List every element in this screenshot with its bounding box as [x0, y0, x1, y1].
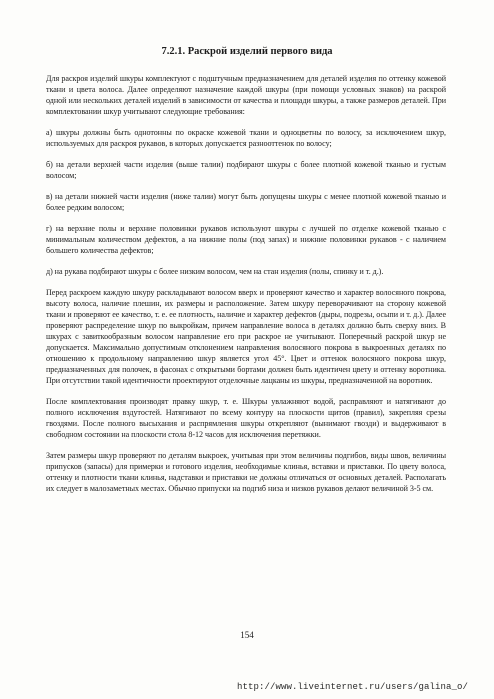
paragraph-straightening: После комплектования производят правку шкур, т. е. Шкуры увлажняют водой, расправляют и натягивают до полного исключения вздутостей. Натягивают по всему контуру на плоскости щитов (правил), закрепляя срезы гвоздями. После полного высыхания и распрямления шкуры открепляют (вынимают гвозди) и выдерживают в свободном состоянии на плоскости стола 8-12 часов для исключения перетяжки.	[46, 397, 446, 439]
paragraph-requirement-d: д) на рукава подбирают шкуры с более низким волосом, чем на стан изделия (полы, спинку и т. д.).	[46, 267, 384, 276]
paragraph-requirement-v: в) на детали нижней части изделия (ниже талии) могут быть допущены шкуры с менее плотной кожевой тканью и более редким волосом;	[46, 192, 446, 212]
paragraph-inspection: Перед раскроем каждую шкуру раскладывают волосом вверх и проверяют качество и характер волосяного покрова, высоту волоса, наличие плешин, их размеры и расположение. Затем шкуру переворачивают на сторону кожевой ткани и проверяют ее качество, т. е. ее плотность, наличие и характер дефектов (дыры, подрезы, осыпи и т. д.). Далее проверяют распределение шкур по выкройкам, причем направление волоса в деталях должно быть сверху вниз. В шкурах с завиткообразным волосом направление его при раскрое не учитывают. Поперечный раскрой шкур не допускается. Максимально допустимым отклонением направления волосяного покрова в выкроенных деталях по отношению к продольному направлению шкур является угол 45°. Цвет и оттенок волосяного покрова шкур, предназначенных для полочек, в фасонах с открытыми бортами должен быть идентичен цвету и оттенку воротника. При отсутствии такой идентичности проектируют отделочные лацканы из шкуры, предназначенной на воротник.	[46, 288, 446, 385]
section-heading: 7.2.1. Раскрой изделий первого вида	[161, 46, 333, 57]
paragraph-intro: Для раскроя изделий шкуры комплектуют с подштучным предназначением для деталей изделия по оттенку кожевой ткани и цвета волоса. Далее определяют назначение каждой шкуры (при помощи условных знаков) на раскрой одной или нескольких деталей изделий в зависимости от качества и площади шкуры, а также размеров деталей. При комплектовании шкур учитывают следующие требования:	[46, 74, 446, 116]
document-body	[46, 73, 446, 504]
watermark-url: http://www.liveinternet.ru/users/galina_o/	[236, 682, 468, 692]
paragraph-sizing: Затем размеры шкур проверяют по деталям выкроек, учитывая при этом величины подгибов, виды швов, величины припусков (запасы) для примерки и готового изделия, необходимые клинья, вставки и приставки. По цвету волоса, оттенку и плотности ткани клинья, надставки и приставки не должны отличаться от основных деталей. Располагать их следует в малозаметных местах. Обычно припуски на подгиб низа и низков рукавов делают величиной 3-5 см.	[46, 451, 446, 493]
paragraph-requirement-b: б) на детали верхней части изделия (выше талии) подбирают шкуры с более плотной кожевой тканью и густым волосом;	[46, 160, 446, 180]
page-number: 154	[240, 630, 254, 640]
paragraph-requirement-g: г) на верхние полы и верхние половинки рукавов используют шкуры с лучшей по отделке кожевой тканью с минимальным количеством дефектов, а на нижние полы (под запах) и нижние половинки рукавов - с наличием большего количества дефектов;	[46, 224, 446, 255]
paragraph-requirement-a: а) шкуры должны быть однотонны по окраске кожевой ткани и одноцветны по волосу, за исключением шкур, используемых для раскроя рукавов, в которых допускается разнооттенок по волосу;	[46, 128, 446, 148]
